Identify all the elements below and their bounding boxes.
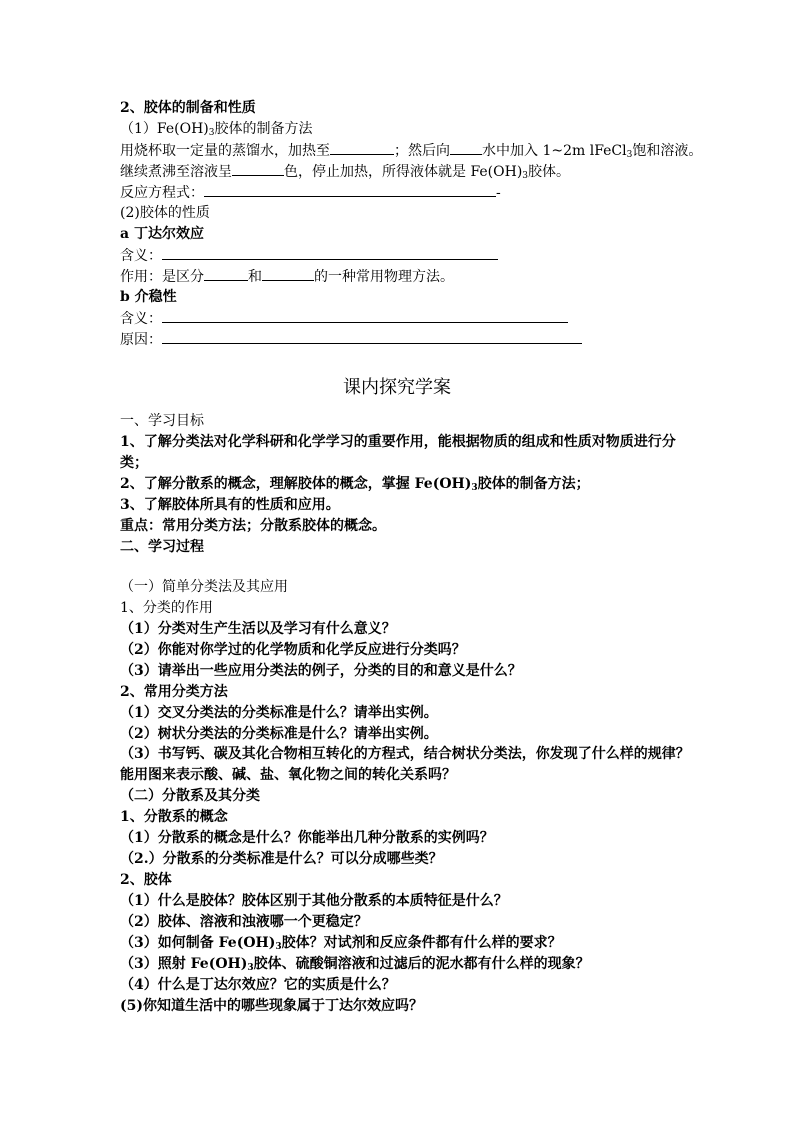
heading-learning-process: 二、学习过程	[120, 539, 204, 555]
question: （1）分类对生产生活以及学习有什么意义？	[120, 621, 396, 637]
item-heading: 1、分类的作用	[120, 600, 213, 616]
subsection-dispersion: （二）分散系及其分类	[120, 788, 260, 804]
question: （1）什么是胶体？胶体区别于其他分散系的本质特征是什么？	[120, 893, 508, 909]
metastability-meaning-line: 含义：	[120, 309, 568, 327]
heading-metastability: b 介稳性	[120, 289, 177, 305]
fill-blank	[330, 141, 394, 155]
heading-tyndall-effect: a 丁达尔效应	[120, 226, 204, 242]
question: （3）请举出一些应用分类法的例子，分类的目的和意义是什么？	[120, 663, 522, 679]
question: （3）照射 $Fe(OH)_3$胶体、硫酸铜溶液和过滤后的泥水都有什么样的现象？	[120, 956, 590, 973]
question: （2）树状分类法的分类标准是什么？请举出实例。	[120, 726, 438, 742]
question: （1）分散系的概念是什么？你能举出几种分散系的实例吗？	[120, 830, 494, 846]
key-points: 重点：常用分类方法；分散系胶体的概念。	[120, 518, 386, 534]
question: （3）书写钙、碳及其化合物相互转化的方程式，结合树状分类法，你发现了什么样的规律？	[120, 746, 690, 762]
reaction-equation-line: 反应方程式： -	[120, 185, 501, 201]
page-title: 课内探究学案	[343, 377, 451, 398]
question: （2.）分散系的分类标准是什么？可以分成哪些类？	[120, 851, 443, 867]
question: （4）什么是丁达尔效应？它的实质是什么？	[120, 977, 396, 993]
question-cont: 能用图来表示酸、碱、盐、氧化物之间的转化关系吗？	[120, 767, 456, 783]
fill-blank	[204, 183, 496, 197]
heading-learning-goals: 一、学习目标	[120, 413, 204, 429]
heading-colloid-properties: (2)胶体的性质	[120, 205, 210, 221]
fill-blank	[162, 246, 498, 260]
fill-blank	[262, 267, 314, 281]
goal-1-cont: 类；	[120, 455, 148, 471]
method-line-2: 继续煮沸至溶液呈 色，停止加热，所得液体就是 $Fe(OH)_3$胶体。	[120, 164, 571, 181]
tyndall-use-line: 作用：是区分 和 的一种常用物理方法。	[120, 269, 454, 285]
item-heading: 1、分散系的概念	[120, 809, 228, 825]
goal-1: 1、了解分类法对化学科研和化学学习的重要作用，能根据物质的组成和性质对物质进行分	[120, 434, 676, 450]
fill-blank	[232, 162, 284, 176]
heading-colloid-preparation: 2、胶体的制备和性质	[120, 100, 256, 116]
item-heading: 2、常用分类方法	[120, 684, 228, 700]
subsection-classification: （一）简单分类法及其应用	[120, 579, 288, 595]
item-heading: 2、胶体	[120, 872, 172, 888]
method-line-1: 用烧杯取一定量的蒸馏水，加热至 ；然后向 水中加入 1~2m lFeCl$_3$饱和溶液。	[120, 143, 703, 160]
question: (5)你知道生活中的哪些现象属于丁达尔效应吗？	[120, 998, 423, 1014]
fill-blank	[204, 267, 248, 281]
metastability-reason-line: 原因：	[120, 330, 582, 348]
goal-3: 3、了解胶体所具有的性质和应用。	[120, 497, 340, 513]
question: （2）你能对你学过的化学物质和化学反应进行分类吗？	[120, 642, 466, 658]
fill-blank	[162, 330, 582, 344]
subheading-feoh3-method: $(1)Fe(OH)_3$胶体的制备方法	[120, 121, 313, 138]
question: （3）如何制备 $Fe(OH)_3$胶体？对试剂和反应条件都有什么样的要求？	[120, 935, 562, 952]
tyndall-meaning-line: 含义：	[120, 246, 498, 264]
question: （2）胶体、溶液和浊液哪一个更稳定？	[120, 914, 368, 930]
question: （1）交叉分类法的分类标准是什么？请举出实例。	[120, 705, 438, 721]
fill-blank	[162, 309, 568, 323]
goal-2: 2、了解分散系的概念，理解胶体的概念，掌握 $Fe(OH)_3$胶体的制备方法；	[120, 476, 590, 493]
fill-blank	[450, 141, 482, 155]
